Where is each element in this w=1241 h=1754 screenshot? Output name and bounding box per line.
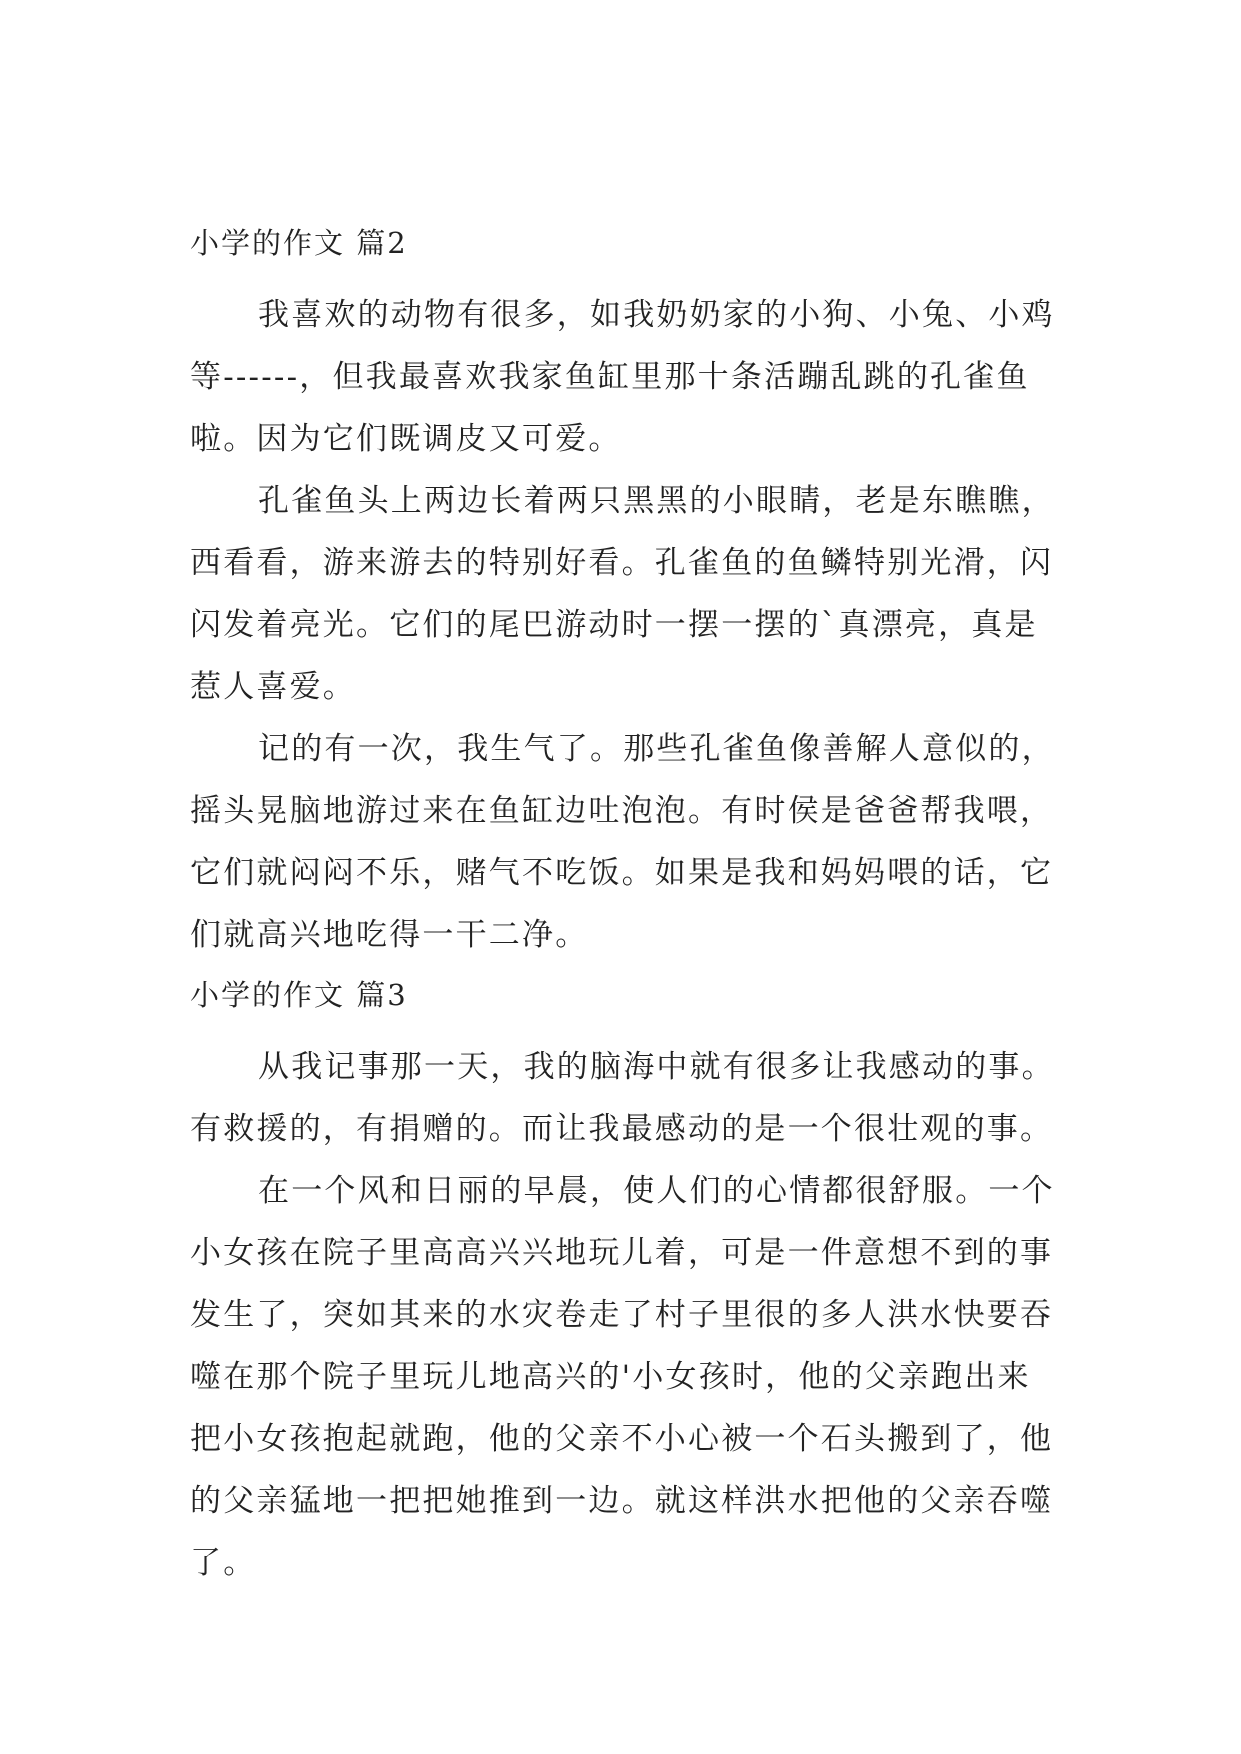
paragraph-line: 从我记事那一天，我的脑海中就有很多让我感动的事。 [258,1049,1055,1085]
paragraph-line: 们就高兴地吃得一干二净。 [190,917,589,953]
essay-section-2 [190,222,1070,966]
section-heading: 小学的作文 篇2 [190,226,408,260]
paragraph-line: 小女孩在院子里高高兴兴地玩儿着，可是一件意想不到的事 [190,1235,1054,1271]
paragraph-line: 我喜欢的动物有很多，如我奶奶家的小狗、小兔、小鸡 [258,297,1055,333]
paragraph-line: 惹人喜爱。 [190,669,356,705]
paragraph-line: 在一个风和日丽的早晨，使人们的心情都很舒服。一个 [258,1173,1055,1209]
paragraph-line: 西看看，游来游去的特别好看。孔雀鱼的鱼鳞特别光滑，闪 [190,545,1054,581]
paragraph-line: 了。 [190,1545,257,1581]
paragraph-line: 等------，但我最喜欢我家鱼缸里那十条活蹦乱跳的孔雀鱼 [190,359,1030,395]
paragraph-line: 摇头晃脑地游过来在鱼缸边吐泡泡。有时侯是爸爸帮我喂， [190,793,1054,829]
paragraph-line: 啦。因为它们既调皮又可爱。 [190,421,622,457]
paragraph-line: 把小女孩抱起就跑，他的父亲不小心被一个石头搬到了，他 [190,1421,1054,1457]
paragraph-line: 闪发着亮光。它们的尾巴游动时一摆一摆的`真漂亮，真是 [190,607,1038,643]
paragraph-line: 记的有一次，我生气了。那些孔雀鱼像善解人意似的， [258,731,1055,767]
essay-section-3 [190,974,1070,1594]
paragraph-line: 它们就闷闷不乐，赌气不吃饭。如果是我和妈妈喂的话，它 [190,855,1054,891]
paragraph-line: 的父亲猛地一把把她推到一边。就这样洪水把他的父亲吞噬 [190,1483,1054,1519]
section-heading: 小学的作文 篇3 [190,978,408,1012]
paragraph-line: 噬在那个院子里玩儿地高兴的'小女孩时，他的父亲跑出来 [190,1359,1031,1395]
paragraph-line: 发生了，突如其来的水灾卷走了村子里很的多人洪水快要吞 [190,1297,1054,1333]
paragraph-line: 孔雀鱼头上两边长着两只黑黑的小眼睛，老是东瞧瞧， [258,483,1055,519]
paragraph-line: 有救援的，有捐赠的。而让我最感动的是一个很壮观的事。 [190,1111,1054,1147]
